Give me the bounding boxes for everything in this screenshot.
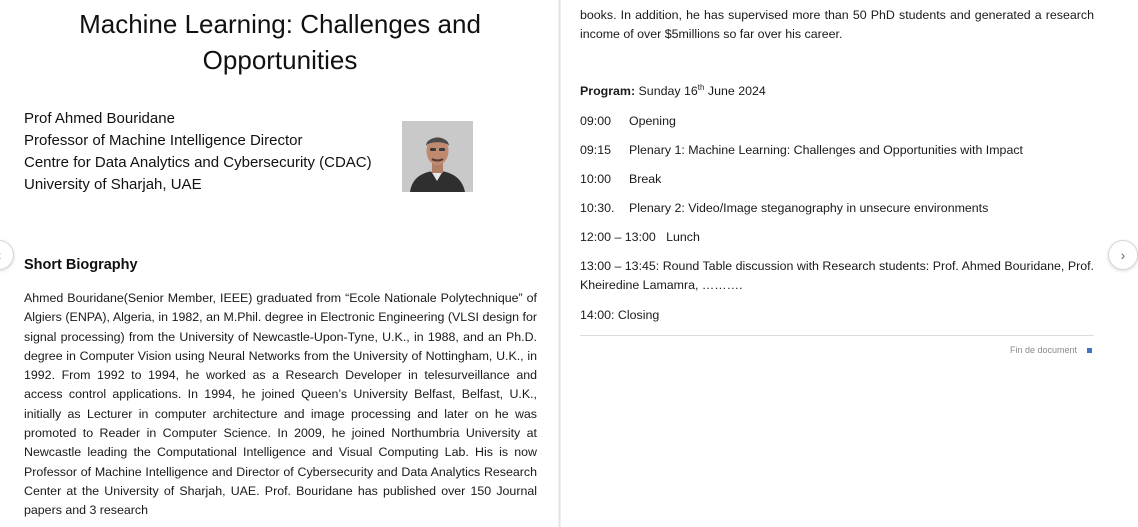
schedule-time: 14:00:	[580, 308, 615, 322]
speaker-institution: University of Sharjah, UAE	[24, 176, 202, 193]
biography-text: Ahmed Bouridane(Senior Member, IEEE) graduated from “Ecole Nationale Polytechnique” of Algiers (ENPA), Algeria, in 1982, an M.Phil. degree in Electronic Engineering (VLSI design for signal processing) from the University of Newcastle-Upon-Tyne, U.K., in 1988, and an Ph.D. degree in Computer Vision using Neural Networks from the University of Nottingham, U.K., in 1992. From 1992 to 1994, he worked as a Research Developer in telesurveillance and access control applications. In 1994, he joined Queen’s University Belfast, Belfast, U.K., initially as Lecturer in computer architecture and image processing and later on he was promoted to Reader in Computer Science. In 2009, he joined Northumbria University at Newcastle leading the Computational Intelligence and Visual Computing Lab. His is now Professor of Machine Intelligence and Director of Cybersecurity and Data Analytics Research Center at the University of Sharjah, UAE. Prof. Bouridane has published over 150 Journal papers and 3 research	[24, 291, 537, 518]
program-label: Program:	[580, 84, 636, 99]
schedule-item	[580, 112, 1094, 131]
program-header	[580, 83, 766, 98]
schedule-item	[580, 306, 1094, 325]
schedule-item	[580, 170, 1094, 189]
biography-heading: Short Biography	[24, 257, 138, 273]
schedule-time: 10:00	[580, 172, 612, 186]
schedule-time: 09:00	[580, 114, 612, 128]
speaker-role: Professor of Machine Intelligence Director	[24, 132, 303, 149]
chevron-right-icon[interactable]: ›	[1108, 240, 1138, 270]
schedule-event: Round Table discussion with Research students: Prof. Ahmed Bouridane, Prof. Kheiredine Lamamra, ……….	[580, 259, 1094, 293]
schedule-time: 10:30.	[580, 201, 615, 215]
schedule-item	[580, 228, 1094, 247]
speaker-name: Prof Ahmed Bouridane	[24, 110, 175, 127]
speaker-centre: Centre for Data Analytics and Cybersecurity (CDAC)	[24, 154, 372, 171]
speaker-portrait-image	[402, 121, 473, 192]
schedule-event: Break	[629, 172, 662, 186]
schedule-event: Lunch	[666, 230, 700, 244]
end-marker-icon	[1087, 348, 1092, 353]
schedule-time: 13:00 – 13:45:	[580, 259, 660, 273]
schedule-item	[580, 257, 1094, 296]
end-of-document-note: Fin de document	[1010, 345, 1078, 355]
schedule-time: 12:00 – 13:00	[580, 230, 656, 244]
speaker-info	[24, 108, 404, 196]
speaker-photo	[402, 121, 473, 192]
end-of-document-rule	[580, 335, 1094, 336]
schedule-item	[580, 141, 1094, 160]
left-page	[0, 0, 558, 527]
schedule-event: Opening	[629, 114, 676, 128]
schedule-time: 09:15	[580, 143, 612, 157]
schedule-item	[580, 199, 1094, 218]
document-title: Machine Learning: Challenges and Opportunities	[79, 9, 481, 75]
schedule-event: Plenary 2: Video/Image steganography in unsecure environments	[629, 201, 989, 215]
biography-continued: books. In addition, he has supervised more than 50 PhD students and generated a research income of over $5millions so far over his career.	[580, 8, 1094, 42]
schedule-event: Closing	[617, 308, 660, 322]
schedule-event: Plenary 1: Machine Learning: Challenges and Opportunities with Impact	[629, 143, 1023, 157]
program-date: Sunday 16th June 2024	[638, 83, 766, 99]
